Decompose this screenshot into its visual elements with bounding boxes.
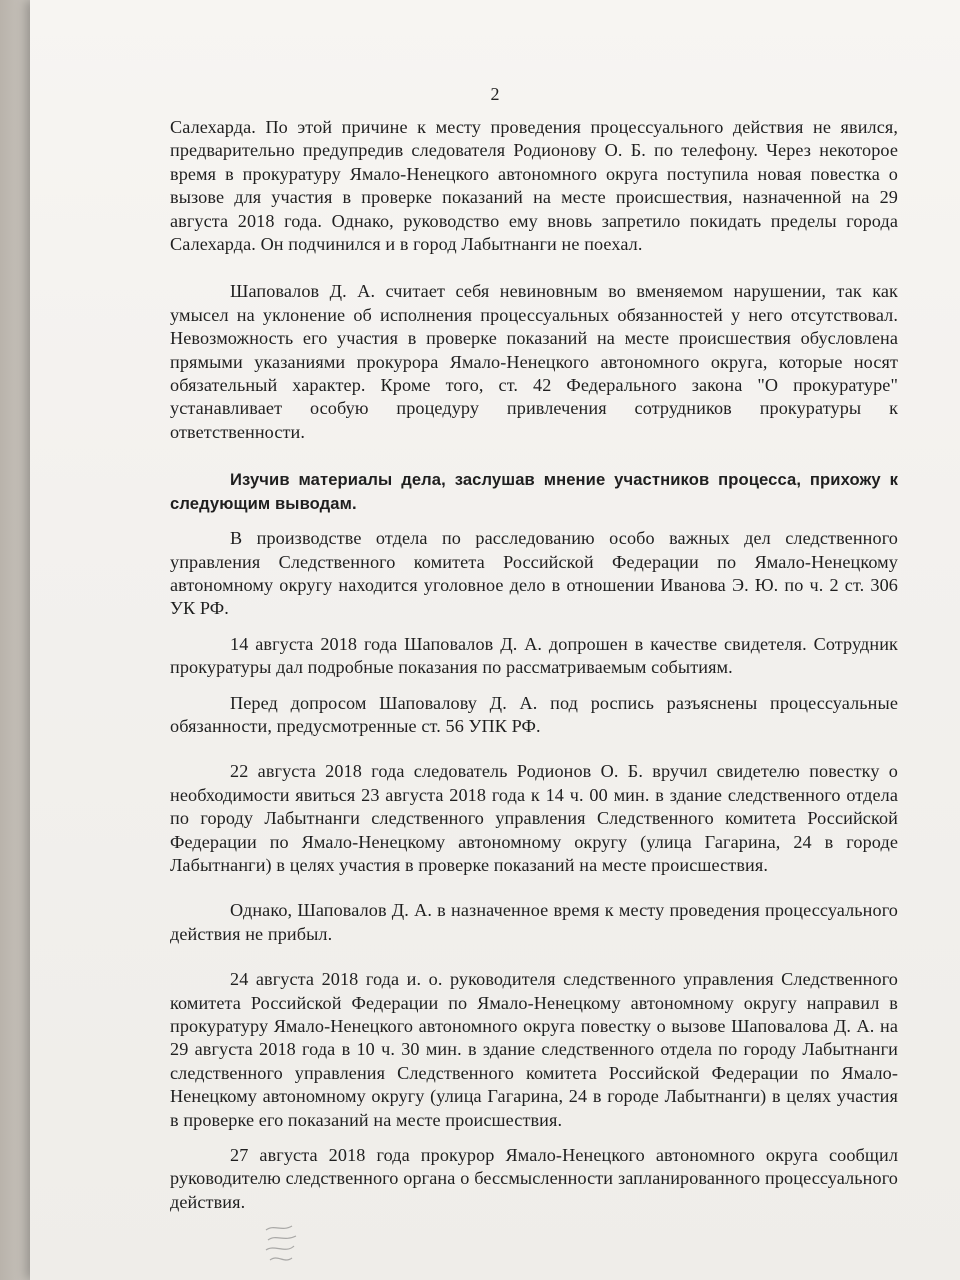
pen-mark (262, 1222, 302, 1270)
paragraph-9: 27 августа 2018 года прокурор Ямало-Ненецкого автономного округа сообщил руководителю следственного органа о бессмысленности запланированного процессуального действия. (170, 1145, 898, 1212)
document-body (170, 116, 898, 1214)
paragraph-5: Перед допросом Шаповалову Д. А. под роспись разъяснены процессуальные обязанности, предусмотренные ст. 56 УПК РФ. (170, 692, 898, 736)
document-page (30, 0, 960, 1280)
page-number: 2 (490, 84, 500, 104)
paragraph-4: 14 августа 2018 года Шаповалов Д. А. допрошен в качестве свидетеля. Сотрудник прокуратуры дал подробные показания по рассматриваемым событиям. (170, 633, 898, 678)
paragraph-7: Однако, Шаповалов Д. А. в назначенное время к месту проведения процессуального действия не прибыл. (170, 900, 898, 944)
paragraph-3: В производстве отдела по расследованию особо важных дел следственного управления Следственного комитета Российской Федерации по Ямало-Ненецкому автономному округу находится уголовное дело в отношении Иванова Э. Ю. по ч. 2 ст. 306 УК РФ. (170, 528, 898, 619)
paragraph-1: Салехарда. По этой причине к месту проведения процессуального действия не явился, предварительно предупредив следователя Родионову О. Б. по телефону. Через некоторое время в прокуратуру Ямало-Ненецкого автономного округа поступила новая повестка о вызове для участия в проверке показаний на месте происшествия, назначенной на 29 августа 2018 года. Однако, руководство ему вновь запретило покидать пределы города Салехарда. Он подчинился и в город Лабытнанги не поехал. (170, 117, 898, 255)
paragraph-2: Шаповалов Д. А. считает себя невиновным во вменяемом нарушении, так как умысел на уклонение об исполнения процессуальных обязанностей у него отсутствовал. Невозможность его участия в проверке показаний на месте происшествия обусловлена прямыми указаниями прокурора Ямало-Ненецкого автономного округа, которые носят обязательный характер. Кроме того, ст. 42 Федерального закона "О прокуратуре" устанавливает особую процедуру привлечения сотрудников прокуратуры к ответственности. (170, 281, 898, 442)
section-heading: Изучив материалы дела, заслушав мнение участников процесса, прихожу к следующим выводам. (170, 470, 898, 513)
paragraph-8: 24 августа 2018 года и. о. руководителя следственного управления Следственного комитета Российской Федерации по Ямало-Ненецкому автономному округу направил в прокуратуру Ямало-Ненецкого автономного округа повестку о вызове Шаповалова Д. А. на 29 августа 2018 года в 10 ч. 30 мин. в здание следственного отдела по городу Лабытнанги следственного управления Следственного комитета Российской Федерации по Ямало-Ненецкому автономному округу (улица Гагарина, 24 в городе Лабытнанги) в целях участия в проверке его показаний на месте происшествия. (170, 969, 898, 1130)
paragraph-6: 22 августа 2018 года следователь Родионов О. Б. вручил свидетелю повестку о необходимости явиться 23 августа 2018 года к 14 ч. 00 мин. в здание следственного отдела по городу Лабытнанги следственного управления Следственного комитета Российской Федерации по Ямало-Ненецкому автономному округу (улица Гагарина, 24 в городе Лабытнанги) в целях участия в проверке показаний на месте происшествия. (170, 761, 898, 875)
